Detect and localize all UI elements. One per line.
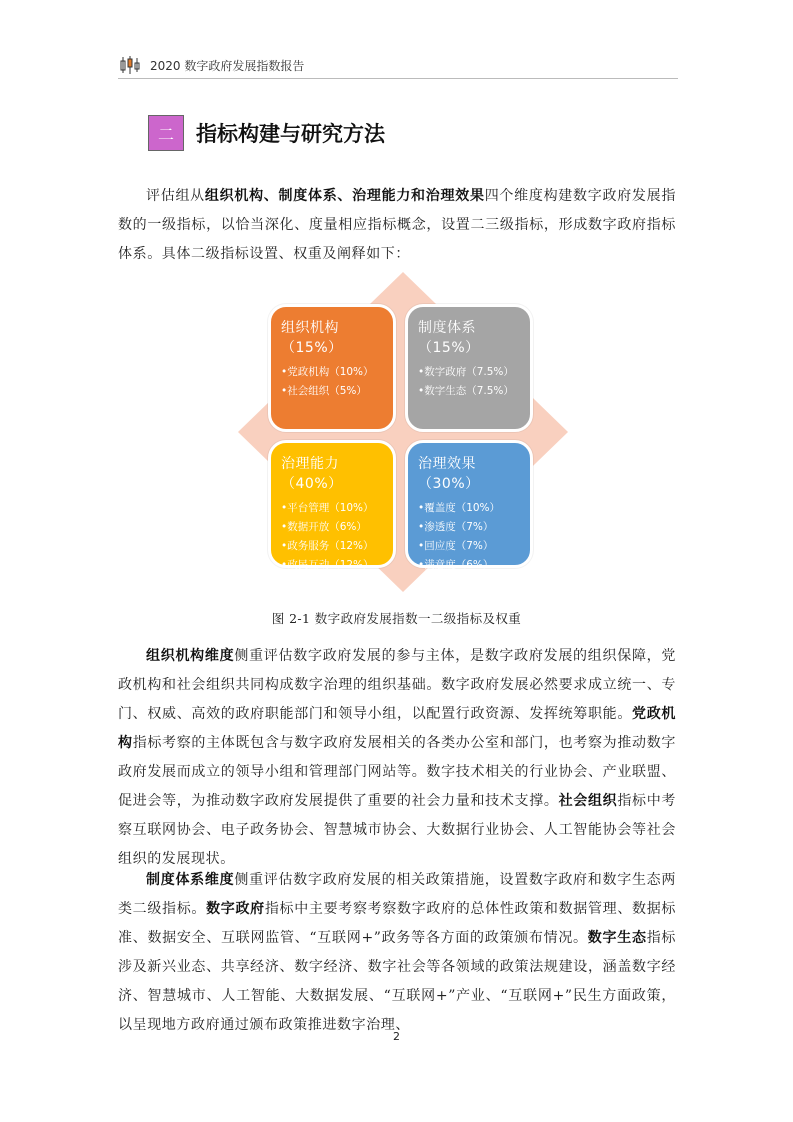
quadrant-item: •平台管理（10%） (281, 502, 374, 514)
quadrant-organization (268, 304, 396, 432)
quadrant-governance-effect (405, 440, 533, 571)
quadrant-item: •政民互动（12%） (281, 559, 374, 571)
quadrant-title: 制度体系（15%） (418, 320, 480, 356)
page-header (120, 54, 680, 76)
quadrant-item: •数字政府（7.5%） (418, 366, 514, 378)
quadrant-item: •社会组织（5%） (281, 385, 367, 397)
intro-paragraph: 评估组从组织机构、制度体系、治理能力和治理效果四个维度构建数字政府发展指数的一级指标，以恰当深化、度量相应指标概念，设置二三级指标，形成数字政府指标体系。具体二级指标设置、权重及阐释如下： (118, 188, 676, 262)
header-divider (118, 78, 678, 79)
quadrant-institution (405, 304, 533, 432)
organization-paragraph: 组织机构维度侧重评估数字政府发展的参与主体，是数字政府发展的组织保障，党政机构和社会组织共同构成数字治理的组织基础。数字政府发展必然要求成立统一、专门、权威、高效的政府职能部门和领导小组，以配置行政资源、发挥统筹职能。党政机构指标考察的主体既包含与数字政府发展相关的各类办公室和部门，也考察为推动数字政府发展而成立的领导小组和管理部门网站等。数字技术相关的行业协会、产业联盟、促进会等，为推动数字政府发展提供了重要的社会力量和技术支撑。社会组织指标中考察互联网协会、电子政务协会、智慧城市协会、大数据行业协会、人工智能协会等社会组织的发展现状。 (118, 648, 677, 867)
quadrant-item: •数字生态（7.5%） (418, 385, 514, 397)
page-number: 2 (393, 1030, 400, 1043)
section-title: 指标构建与研究方法 (196, 122, 385, 146)
section-heading (148, 114, 385, 152)
section-number-box: 二 (148, 115, 184, 151)
quadrant-item: •党政机构（10%） (281, 366, 374, 378)
figure-caption: 图 2-1 数字政府发展指数一二级指标及权重 (271, 611, 522, 626)
quadrant-item: •政务服务（12%） (281, 540, 374, 552)
quadrant-item: •数据开放（6%） (281, 521, 367, 533)
quadrant-title: 组织机构（15%） (281, 320, 343, 356)
quadrant-item: •满意度（6%） (418, 559, 494, 571)
quadrant-title: 治理能力（40%） (281, 456, 343, 492)
quadrant-item: •覆盖度（10%） (418, 502, 501, 514)
quadrant-title: 治理效果（30%） (418, 456, 480, 492)
candlestick-logo-icon (120, 55, 142, 75)
report-title: 2020 数字政府发展指数报告 (150, 58, 305, 73)
quadrant-item: •渗透度（7%） (418, 521, 494, 533)
quadrant-governance-capacity (268, 440, 396, 571)
institution-paragraph: 制度体系维度侧重评估数字政府发展的相关政策措施，设置数字政府和数字生态两类二级指标。数字政府指标中主要考察考察数字政府的总体性政策和数据管理、数据标准、数据安全、互联网监管、“互联网+”政务等各方面的政策颁布情况。数字生态指标涉及新兴业态、共享经济、数字经济、数字社会等各领域的政策法规建设，涵盖数字经济、智慧城市、人工智能、大数据发展、“互联网+”产业、“互联网+”民生方面政策，以呈现地方政府通过颁布政策推进数字治理、 (118, 872, 677, 1033)
quadrant-item: •回应度（7%） (418, 540, 494, 552)
indicator-diagram (238, 272, 568, 592)
